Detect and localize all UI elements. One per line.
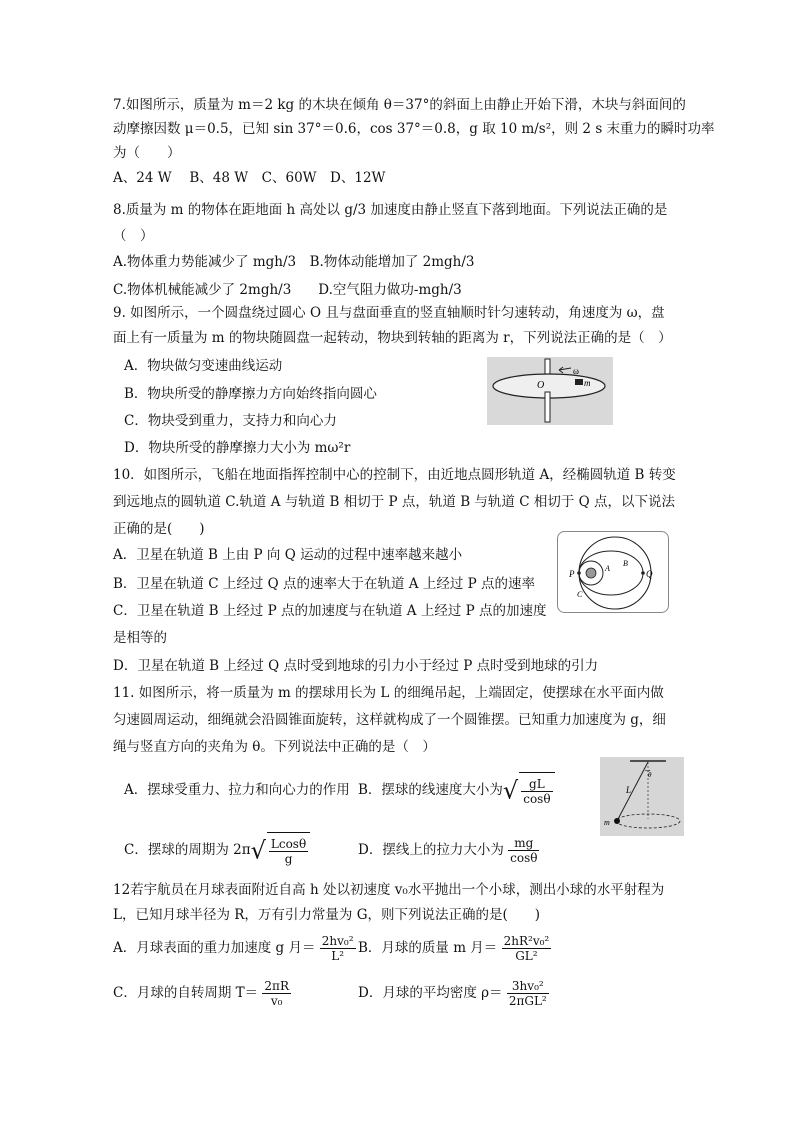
q11-d-numerator: mg	[508, 836, 539, 851]
orbit-label-b: B	[623, 559, 628, 568]
disk-label-m: m	[584, 378, 591, 388]
q8-options-ab: A.物体重力势能减少了 mgh/3 B.物体动能增加了 2mgh/3	[113, 254, 475, 270]
q9-option-a: A．物块做匀变速曲线运动	[124, 358, 283, 374]
orbit-label-p: P	[569, 569, 575, 579]
q12-a-numerator: 2hv₀²	[321, 934, 354, 948]
q10-line1: 10．如图所示，飞船在地面指挥控制中心的控制下，由近地点圆形轨道 A，经椭圆轨道 B 转变	[113, 467, 676, 483]
q11-option-c: C．摆球的周期为 2π√ $\frac{Lcos\theta}{g}$	[124, 832, 310, 869]
q10-option-b: B．卫星在轨道 C 上经过 Q 点的速率大于在轨道 A 上经过 P 点的速率	[113, 576, 535, 592]
q12-option-d-text: D．月球的平均密度 ρ＝	[358, 985, 503, 1001]
q7-line3: 为（ ）	[113, 145, 181, 161]
q12-option-c-text: C．月球的自转周期 T＝	[113, 985, 259, 1001]
q12-c-numerator: 2πR	[264, 979, 289, 993]
q11-line3: 绳与竖直方向的夹角为 θ。下列说法中正确的是（ ）	[113, 739, 436, 755]
q12-option-c	[113, 977, 291, 1009]
q8-options-cd: C.物体机械能减少了 2mgh/3 D.空气阻力做功-mgh/3	[113, 282, 462, 298]
q12-d-numerator: 3hv₀²	[507, 979, 549, 994]
q12-option-d	[358, 977, 549, 1009]
orbit-label-c: C	[577, 590, 583, 599]
q11-option-d	[358, 832, 539, 868]
q11-c-numerator: Lcosθ	[270, 837, 307, 851]
q12-option-b	[358, 932, 551, 964]
q12-line1: 12若宇航员在月球表面附近自高 h 处以初速度 v₀水平抛出一个小球，测出小球的水平射程为	[113, 882, 665, 898]
disk-label-o: O	[537, 380, 545, 391]
q11-c-denominator: g	[284, 852, 293, 866]
q11-option-b: B．摆球的线速度大小为√ $\frac{gL}{\cos\theta}$	[358, 772, 555, 809]
q9-line1: 9. 如图所示，一个圆盘绕过圆心 O 且与盘面垂直的竖直轴顺时针匀速转动，角速度为 ω，盘	[113, 305, 665, 321]
q8-line1: 8.质量为 m 的物体在距地面 h 高处以 g/3 加速度由静止竖直下落到地面。下列说法正确的是	[113, 202, 668, 218]
conical-pendulum-figure	[600, 757, 684, 836]
q12-option-a	[113, 932, 356, 964]
q11-b-numerator: gL	[521, 777, 552, 792]
q10-option-c1: C．卫星在轨道 B 上经过 P 点的加速度与在轨道 A 上经过 P 点的加速度	[113, 603, 547, 619]
q10-line2: 到远地点的圆轨道 C.轨道 A 与轨道 B 相切于 P 点，轨道 B 与轨道 C 相切于 Q 点，以下说法	[113, 494, 675, 510]
pendulum-label-theta: θ	[648, 771, 652, 779]
q12-d-denominator: 2πGL²	[508, 994, 547, 1008]
q12-option-b-text: B．月球的质量 m 月＝	[358, 940, 498, 956]
q10-option-c2: 是相等的	[113, 630, 167, 646]
q9-option-c: C．物块受到重力，支持力和向心力	[124, 413, 337, 429]
q11-option-b-text: B．摆球的线速度大小为	[358, 782, 503, 798]
q7-options: A、24 W B、48 W C、60W D、12W	[113, 170, 386, 186]
q10-option-d: D．卫星在轨道 B 上经过 Q 点时受到地球的引力小于经过 P 点时受到地球的引力	[113, 658, 599, 674]
q7-line2: 动摩擦因数 μ＝0.5，已知 sin 37°＝0.6，cos 37°＝0.8，g 取 10 m/s²，则 2 s 末重力的瞬时功率	[113, 121, 715, 137]
q8-line2: （ ）	[113, 228, 154, 244]
q11-line1: 11. 如图所示，将一质量为 m 的摆球用长为 L 的细绳吊起，上端固定，使摆球在水平面内做	[113, 685, 664, 701]
q12-line2: L，已知月球半径为 R，万有引力常量为 G，则下列说法正确的是( )	[113, 907, 541, 923]
q11-line2: 匀速圆周运动，细绳就会沿圆锥面旋转，这样就构成了一个圆锥摆。已知重力加速度为 g，细	[113, 712, 666, 728]
q11-option-c-text: C．摆球的周期为 2π	[124, 842, 251, 858]
pendulum-label-l: L	[626, 785, 632, 795]
q12-a-denominator: L²	[331, 949, 345, 963]
q11-b-denominator: cosθ	[523, 792, 551, 806]
q12-b-numerator: 2hR²v₀²	[503, 934, 550, 948]
q12-b-denominator: GL²	[515, 949, 538, 963]
q10-line3: 正确的是( )	[113, 521, 205, 537]
q11-option-a: A．摆球受重力、拉力和向心力的作用	[124, 782, 350, 798]
q12-option-a-text: A．月球表面的重力加速度 g 月＝	[113, 940, 316, 956]
q11-option-d-text: D．摆线上的拉力大小为	[358, 842, 504, 858]
orbit-label-a: A	[605, 564, 610, 573]
q10-option-a: A．卫星在轨道 B 上由 P 向 Q 运动的过程中速率越来越小	[113, 547, 463, 563]
orbit-label-q: Q	[646, 569, 653, 579]
q11-d-denominator: cosθ	[510, 851, 538, 865]
orbit-figure	[557, 531, 669, 613]
q9-line2: 面上有一质量为 m 的物块随圆盘一起转动，物块到转轴的距离为 r，下列说法正确的是（ ）	[113, 330, 672, 346]
q9-option-d: D．物块所受的静摩擦力大小为 mω²r	[124, 440, 351, 456]
q9-option-b: B．物块所受的静摩擦力方向始终指向圆心	[124, 386, 377, 402]
pendulum-label-m: m	[604, 818, 610, 827]
disk-label-omega: ω	[573, 366, 579, 376]
q7-line1: 7.如图所示，质量为 m＝2 kg 的木块在倾角 θ＝37°的斜面上由静止开始下滑，木块与斜面间的	[113, 97, 686, 113]
q12-c-denominator: v₀	[270, 994, 283, 1008]
rotating-disk-figure	[487, 357, 613, 425]
